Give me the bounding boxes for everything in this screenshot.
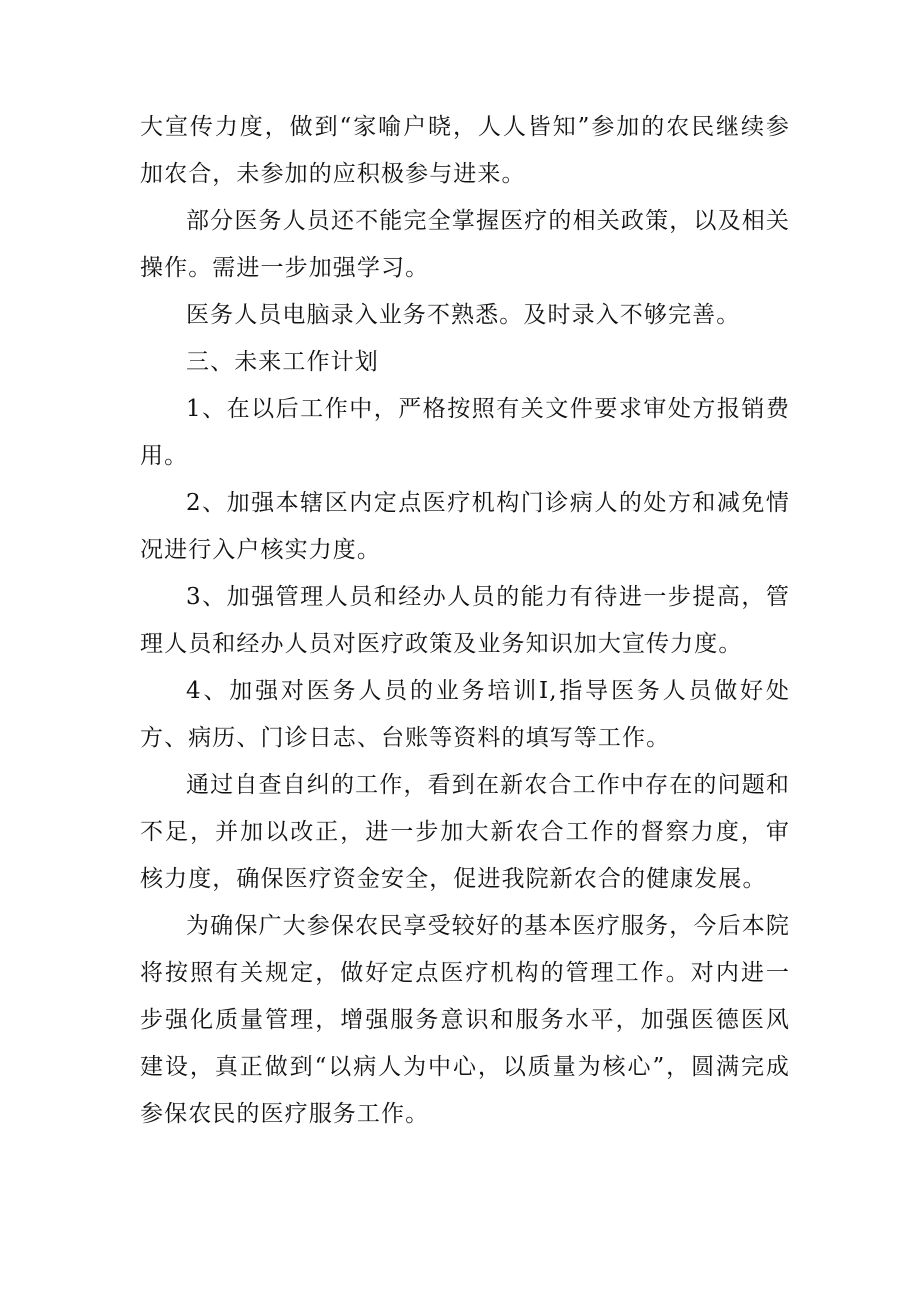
- plan-item-2: 2、加强本辖区内定点医疗机构门诊病人的处方和减免情况进行入户核实力度。: [140, 490, 790, 563]
- paragraph-self-inspection: 通过自查自纠的工作，看到在新农合工作中存在的问题和不足，并加以改正，进一步加大新农合工作的督察力度，审核力度，确保医疗资金安全，促进我院新农合的健康发展。: [140, 772, 790, 892]
- paragraph-computer-entry: 医务人员电脑录入业务不熟悉。及时录入不够完善。: [186, 302, 741, 328]
- paragraph-service-commitment: 为确保广大参保农民享受较好的基本医疗服务，今后本院将按照有关规定，做好定点医疗机构的管理工作。对内进一步强化质量管理，增强服务意识和服务水平，加强医德医风建设，真正做到“以病人为中心，以质量为核心”，圆满完成参保农民的医疗服务工作。: [140, 913, 790, 1127]
- document-body: [140, 104, 790, 1138]
- paragraph-medical-staff-policy: 部分医务人员还不能完全掌握医疗的相关政策，以及相关操作。需进一步加强学习。: [140, 208, 790, 281]
- plan-item-3: 3、加强管理人员和经办人员的能力有待进一步提高，管理人员和经办人员对医疗政策及业务知识加大宣传力度。: [140, 584, 790, 657]
- section-heading-future-plan: 三、未来工作计划: [186, 349, 379, 375]
- plan-item-4: 4、加强对医务人员的业务培训I,指导医务人员做好处方、病历、门诊日志、台账等资料的填写等工作。: [140, 678, 790, 751]
- plan-item-1: 1、在以后工作中，严格按照有关文件要求审处方报销费用。: [140, 396, 790, 469]
- paragraph-continued-publicity: 大宣传力度，做到“家喻户晓，人人皆知”参加的农民继续参加农合，未参加的应积极参与进来。: [140, 114, 790, 187]
